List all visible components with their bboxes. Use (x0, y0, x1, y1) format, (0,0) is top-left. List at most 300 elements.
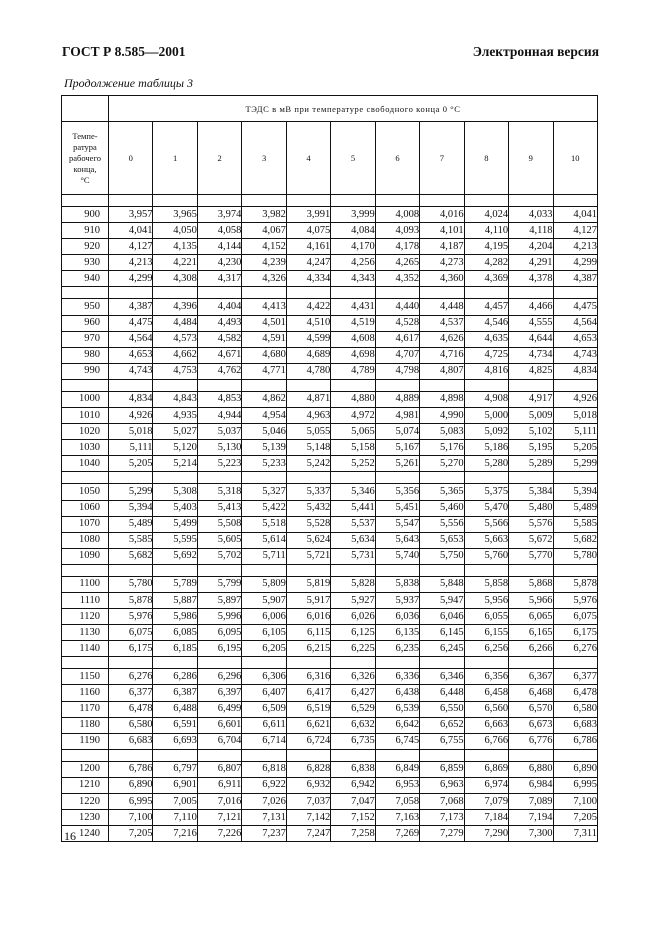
spacer-cell (62, 195, 109, 207)
temperature-cell: 1040 (62, 456, 109, 472)
spacer-cell (509, 564, 553, 576)
emf-value-cell: 6,570 (509, 701, 553, 717)
emf-value-cell: 5,176 (420, 440, 464, 456)
emf-value-cell: 5,242 (286, 456, 330, 472)
emf-table (61, 95, 598, 842)
emf-value-cell: 6,818 (242, 761, 286, 777)
emf-value-cell: 6,205 (242, 641, 286, 657)
temperature-cell: 990 (62, 363, 109, 379)
emf-value-cell: 5,966 (509, 592, 553, 608)
emf-value-cell: 7,194 (509, 810, 553, 826)
spacer-cell (331, 379, 375, 391)
emf-value-cell: 4,582 (197, 331, 241, 347)
emf-value-cell: 6,890 (109, 777, 153, 793)
emf-value-cell: 5,789 (153, 576, 197, 592)
emf-value-cell: 6,807 (197, 761, 241, 777)
emf-value-cell: 5,858 (464, 576, 508, 592)
column-header-5: 5 (331, 122, 375, 195)
table-row (62, 548, 598, 564)
emf-value-cell: 6,932 (286, 777, 330, 793)
spacer-cell (464, 195, 508, 207)
emf-value-cell: 5,760 (464, 548, 508, 564)
spacer-cell (62, 749, 109, 761)
emf-value-cell: 5,976 (553, 592, 597, 608)
emf-value-cell: 5,365 (420, 484, 464, 500)
temperature-cell: 970 (62, 331, 109, 347)
emf-value-cell: 5,780 (109, 576, 153, 592)
emf-value-cell: 4,834 (109, 391, 153, 407)
temperature-cell: 1220 (62, 794, 109, 810)
spacer-cell (420, 749, 464, 761)
emf-value-cell: 4,853 (197, 391, 241, 407)
emf-value-cell: 5,318 (197, 484, 241, 500)
spacer-cell (509, 379, 553, 391)
emf-value-cell: 5,148 (286, 440, 330, 456)
temperature-cell: 1080 (62, 532, 109, 548)
table-row (62, 347, 598, 363)
temperature-cell: 930 (62, 255, 109, 271)
emf-value-cell: 6,105 (242, 625, 286, 641)
emf-value-cell: 6,499 (197, 701, 241, 717)
emf-value-cell: 7,110 (153, 810, 197, 826)
spacer-cell (375, 564, 419, 576)
emf-value-cell: 7,131 (242, 810, 286, 826)
spacer-cell (375, 657, 419, 669)
table-row (62, 408, 598, 424)
emf-value-cell: 4,213 (553, 239, 597, 255)
emf-value-cell: 5,111 (109, 440, 153, 456)
emf-value-cell: 6,786 (109, 761, 153, 777)
emf-value-cell: 6,601 (197, 717, 241, 733)
temperature-cell: 1210 (62, 777, 109, 793)
emf-value-cell: 4,599 (286, 331, 330, 347)
group-spacer-row (62, 195, 598, 207)
emf-value-cell: 5,299 (553, 456, 597, 472)
table-row (62, 315, 598, 331)
emf-value-cell: 5,672 (509, 532, 553, 548)
emf-value-cell: 6,135 (375, 625, 419, 641)
spacer-cell (464, 564, 508, 576)
emf-value-cell: 5,470 (464, 500, 508, 516)
spacer-cell (242, 564, 286, 576)
spacer-cell (197, 749, 241, 761)
emf-value-cell: 6,704 (197, 733, 241, 749)
emf-value-cell: 5,327 (242, 484, 286, 500)
emf-value-cell: 4,178 (375, 239, 419, 255)
emf-value-cell: 7,047 (331, 794, 375, 810)
emf-value-cell: 6,296 (197, 669, 241, 685)
emf-value-cell: 5,986 (153, 609, 197, 625)
table-row (62, 239, 598, 255)
emf-value-cell: 6,165 (509, 625, 553, 641)
emf-value-cell: 6,346 (420, 669, 464, 685)
table-row (62, 255, 598, 271)
table-row (62, 440, 598, 456)
emf-value-cell: 4,075 (286, 223, 330, 239)
emf-value-cell: 3,974 (197, 207, 241, 223)
emf-value-cell: 3,957 (109, 207, 153, 223)
table-body (62, 195, 598, 842)
table-row (62, 592, 598, 608)
emf-value-cell: 6,225 (331, 641, 375, 657)
spacer-cell (420, 564, 464, 576)
group-spacer-row (62, 472, 598, 484)
emf-value-cell: 4,360 (420, 271, 464, 287)
emf-value-cell: 4,743 (553, 347, 597, 363)
emf-value-cell: 5,413 (197, 500, 241, 516)
emf-value-cell: 5,537 (331, 516, 375, 532)
emf-value-cell: 4,448 (420, 299, 464, 315)
emf-value-cell: 4,573 (153, 331, 197, 347)
emf-value-cell: 4,484 (153, 315, 197, 331)
emf-value-cell: 4,926 (553, 391, 597, 407)
group-spacer-row (62, 379, 598, 391)
spacer-cell (420, 287, 464, 299)
emf-value-cell: 4,239 (242, 255, 286, 271)
spacer-cell (153, 195, 197, 207)
emf-value-cell: 4,247 (286, 255, 330, 271)
temperature-cell: 1240 (62, 826, 109, 842)
emf-value-cell: 6,724 (286, 733, 330, 749)
temperature-cell: 900 (62, 207, 109, 223)
temperature-cell: 960 (62, 315, 109, 331)
emf-value-cell: 4,510 (286, 315, 330, 331)
emf-value-cell: 4,807 (420, 363, 464, 379)
emf-value-cell: 6,276 (109, 669, 153, 685)
emf-value-cell: 3,965 (153, 207, 197, 223)
spacer-cell (62, 657, 109, 669)
spacer-cell (331, 287, 375, 299)
emf-value-cell: 6,995 (109, 794, 153, 810)
emf-value-cell: 6,336 (375, 669, 419, 685)
table-row (62, 669, 598, 685)
emf-value-cell: 6,438 (375, 685, 419, 701)
emf-value-cell: 5,624 (286, 532, 330, 548)
emf-value-cell: 5,083 (420, 424, 464, 440)
table-row (62, 484, 598, 500)
table-row (62, 826, 598, 842)
emf-value-cell: 5,770 (509, 548, 553, 564)
spacer-cell (553, 657, 597, 669)
emf-value-cell: 7,300 (509, 826, 553, 842)
emf-value-cell: 6,016 (286, 609, 330, 625)
table-row (62, 761, 598, 777)
emf-value-cell: 6,468 (509, 685, 553, 701)
emf-value-cell: 4,626 (420, 331, 464, 347)
emf-value-cell: 6,652 (420, 717, 464, 733)
emf-value-cell: 4,653 (109, 347, 153, 363)
emf-value-cell: 4,352 (375, 271, 419, 287)
emf-value-cell: 5,518 (242, 516, 286, 532)
table-row (62, 576, 598, 592)
emf-value-cell: 6,974 (464, 777, 508, 793)
spacer-cell (375, 749, 419, 761)
emf-value-cell: 6,580 (553, 701, 597, 717)
emf-value-cell: 4,413 (242, 299, 286, 315)
spacer-cell (286, 564, 330, 576)
emf-value-cell: 7,311 (553, 826, 597, 842)
emf-value-cell: 4,404 (197, 299, 241, 315)
emf-value-cell: 5,422 (242, 500, 286, 516)
emf-value-cell: 4,698 (331, 347, 375, 363)
emf-value-cell: 7,279 (420, 826, 464, 842)
table-row (62, 424, 598, 440)
emf-value-cell: 4,716 (420, 347, 464, 363)
emf-value-cell: 6,766 (464, 733, 508, 749)
spacer-cell (375, 287, 419, 299)
emf-value-cell: 4,396 (153, 299, 197, 315)
emf-value-cell: 5,721 (286, 548, 330, 564)
emf-value-cell: 6,356 (464, 669, 508, 685)
spacer-cell (153, 379, 197, 391)
temperature-cell: 1190 (62, 733, 109, 749)
emf-value-cell: 4,617 (375, 331, 419, 347)
emf-value-cell: 6,529 (331, 701, 375, 717)
table-row (62, 363, 598, 379)
emf-value-cell: 4,762 (197, 363, 241, 379)
emf-value-cell: 5,731 (331, 548, 375, 564)
emf-value-cell: 4,265 (375, 255, 419, 271)
emf-value-cell: 5,441 (331, 500, 375, 516)
emf-value-cell: 4,317 (197, 271, 241, 287)
emf-value-cell: 4,144 (197, 239, 241, 255)
emf-value-cell: 5,000 (464, 408, 508, 424)
emf-value-cell: 5,037 (197, 424, 241, 440)
column-header-7: 7 (420, 122, 464, 195)
emf-value-cell: 6,922 (242, 777, 286, 793)
emf-value-cell: 7,216 (153, 826, 197, 842)
emf-value-cell: 6,509 (242, 701, 286, 717)
emf-value-cell: 6,175 (109, 641, 153, 657)
emf-value-cell: 3,982 (242, 207, 286, 223)
emf-value-cell: 4,889 (375, 391, 419, 407)
emf-value-cell: 6,953 (375, 777, 419, 793)
emf-value-cell: 4,880 (331, 391, 375, 407)
emf-value-cell: 6,591 (153, 717, 197, 733)
emf-value-cell: 6,095 (197, 625, 241, 641)
emf-value-cell: 4,101 (420, 223, 464, 239)
emf-value-cell: 7,121 (197, 810, 241, 826)
emf-value-cell: 5,809 (242, 576, 286, 592)
emf-value-cell: 6,306 (242, 669, 286, 685)
emf-value-cell: 6,286 (153, 669, 197, 685)
spacer-cell (242, 472, 286, 484)
emf-value-cell: 5,375 (464, 484, 508, 500)
temperature-column-header (62, 122, 109, 195)
emf-value-cell: 5,074 (375, 424, 419, 440)
emf-value-cell: 4,680 (242, 347, 286, 363)
emf-value-cell: 4,369 (464, 271, 508, 287)
table-row (62, 456, 598, 472)
emf-value-cell: 5,289 (509, 456, 553, 472)
emf-value-cell: 6,963 (420, 777, 464, 793)
emf-value-cell: 4,033 (509, 207, 553, 223)
emf-value-cell: 4,273 (420, 255, 464, 271)
temperature-cell: 1020 (62, 424, 109, 440)
emf-value-cell: 4,008 (375, 207, 419, 223)
emf-value-cell: 5,996 (197, 609, 241, 625)
emf-value-cell: 5,663 (464, 532, 508, 548)
table-row (62, 810, 598, 826)
spacer-cell (553, 287, 597, 299)
emf-value-cell: 4,871 (286, 391, 330, 407)
emf-value-cell: 5,205 (553, 440, 597, 456)
emf-value-cell: 6,085 (153, 625, 197, 641)
spacer-cell (464, 657, 508, 669)
emf-value-cell: 6,745 (375, 733, 419, 749)
emf-value-cell: 5,556 (420, 516, 464, 532)
emf-value-cell: 7,163 (375, 810, 419, 826)
emf-value-cell: 4,862 (242, 391, 286, 407)
emf-value-cell: 6,195 (197, 641, 241, 657)
table-row (62, 609, 598, 625)
emf-value-cell: 5,046 (242, 424, 286, 440)
emf-value-cell: 4,935 (153, 408, 197, 424)
emf-value-cell: 4,963 (286, 408, 330, 424)
emf-value-cell: 4,843 (153, 391, 197, 407)
emf-value-cell: 5,976 (109, 609, 153, 625)
emf-value-cell: 6,683 (109, 733, 153, 749)
emf-value-cell: 5,605 (197, 532, 241, 548)
spacer-cell (242, 749, 286, 761)
emf-value-cell: 5,055 (286, 424, 330, 440)
emf-value-cell: 6,786 (553, 733, 597, 749)
emf-value-cell: 4,734 (509, 347, 553, 363)
document-code: ГОСТ Р 8.585—2001 (62, 44, 186, 59)
emf-value-cell: 4,898 (420, 391, 464, 407)
emf-value-cell: 6,055 (464, 609, 508, 625)
emf-value-cell: 4,204 (509, 239, 553, 255)
emf-value-cell: 4,024 (464, 207, 508, 223)
column-header-9: 9 (509, 122, 553, 195)
spacer-cell (153, 749, 197, 761)
emf-value-cell: 4,635 (464, 331, 508, 347)
emf-value-cell: 5,480 (509, 500, 553, 516)
emf-value-cell: 5,878 (553, 576, 597, 592)
emf-value-cell: 6,611 (242, 717, 286, 733)
emf-value-cell: 4,152 (242, 239, 286, 255)
spacer-cell (153, 657, 197, 669)
column-header-3: 3 (242, 122, 286, 195)
emf-value-cell: 4,256 (331, 255, 375, 271)
emf-value-cell: 5,205 (109, 456, 153, 472)
emf-value-cell: 5,702 (197, 548, 241, 564)
spacer-cell (109, 287, 153, 299)
column-header-10: 10 (553, 122, 597, 195)
emf-value-cell: 6,377 (553, 669, 597, 685)
group-spacer-row (62, 287, 598, 299)
spacer-cell (286, 472, 330, 484)
emf-value-cell: 4,725 (464, 347, 508, 363)
spacer-cell (62, 472, 109, 484)
emf-value-cell: 4,422 (286, 299, 330, 315)
spacer-cell (331, 195, 375, 207)
emf-value-cell: 4,431 (331, 299, 375, 315)
emf-value-cell: 6,995 (553, 777, 597, 793)
spacer-cell (509, 657, 553, 669)
emf-value-cell: 4,093 (375, 223, 419, 239)
emf-value-cell: 4,161 (286, 239, 330, 255)
emf-value-cell: 6,065 (509, 609, 553, 625)
emf-value-cell: 6,407 (242, 685, 286, 701)
emf-value-cell: 5,614 (242, 532, 286, 548)
emf-value-cell: 7,258 (331, 826, 375, 842)
emf-value-cell: 6,266 (509, 641, 553, 657)
column-header-0: 0 (109, 122, 153, 195)
spacer-cell (286, 195, 330, 207)
emf-value-cell: 4,689 (286, 347, 330, 363)
emf-value-cell: 4,127 (109, 239, 153, 255)
emf-value-cell: 6,417 (286, 685, 330, 701)
emf-value-cell: 5,027 (153, 424, 197, 440)
emf-value-cell: 4,475 (109, 315, 153, 331)
spacer-cell (509, 287, 553, 299)
column-header-1: 1 (153, 122, 197, 195)
emf-value-cell: 5,819 (286, 576, 330, 592)
emf-value-cell: 4,475 (553, 299, 597, 315)
emf-value-cell: 7,100 (553, 794, 597, 810)
emf-value-cell: 5,460 (420, 500, 464, 516)
table-row (62, 516, 598, 532)
emf-value-cell: 4,387 (553, 271, 597, 287)
emf-value-cell: 6,155 (464, 625, 508, 641)
emf-value-cell: 7,205 (553, 810, 597, 826)
emf-value-cell: 6,828 (286, 761, 330, 777)
emf-value-cell: 4,546 (464, 315, 508, 331)
column-header-4: 4 (286, 122, 330, 195)
emf-value-cell: 6,125 (331, 625, 375, 641)
emf-value-cell: 5,009 (509, 408, 553, 424)
spacer-cell (420, 472, 464, 484)
emf-value-cell: 7,173 (420, 810, 464, 826)
emf-value-cell: 4,308 (153, 271, 197, 287)
emf-value-cell: 5,682 (109, 548, 153, 564)
emf-value-cell: 6,673 (509, 717, 553, 733)
spacer-cell (242, 379, 286, 391)
emf-value-cell: 6,075 (109, 625, 153, 641)
emf-value-cell: 6,235 (375, 641, 419, 657)
emf-value-cell: 6,488 (153, 701, 197, 717)
emf-value-cell: 4,084 (331, 223, 375, 239)
emf-value-cell: 5,356 (375, 484, 419, 500)
emf-value-cell: 7,058 (375, 794, 419, 810)
emf-value-cell: 7,247 (286, 826, 330, 842)
spacer-cell (62, 564, 109, 576)
emf-value-cell: 4,299 (109, 271, 153, 287)
emf-value-cell: 4,195 (464, 239, 508, 255)
emf-value-cell: 5,917 (286, 592, 330, 608)
emf-value-cell: 6,714 (242, 733, 286, 749)
emf-value-cell: 6,901 (153, 777, 197, 793)
emf-value-cell: 5,878 (109, 592, 153, 608)
emf-value-cell: 7,269 (375, 826, 419, 842)
emf-value-cell: 4,653 (553, 331, 597, 347)
emf-value-cell: 4,537 (420, 315, 464, 331)
table-row (62, 532, 598, 548)
temperature-cell: 1180 (62, 717, 109, 733)
spacer-cell (331, 749, 375, 761)
emf-value-cell: 4,299 (553, 255, 597, 271)
spacer-cell (331, 472, 375, 484)
emf-value-cell: 5,261 (375, 456, 419, 472)
emf-value-cell: 5,252 (331, 456, 375, 472)
emf-value-cell: 6,550 (420, 701, 464, 717)
emf-value-cell: 6,869 (464, 761, 508, 777)
emf-value-cell: 6,387 (153, 685, 197, 701)
emf-value-cell: 5,711 (242, 548, 286, 564)
spacer-cell (375, 379, 419, 391)
emf-value-cell: 5,280 (464, 456, 508, 472)
